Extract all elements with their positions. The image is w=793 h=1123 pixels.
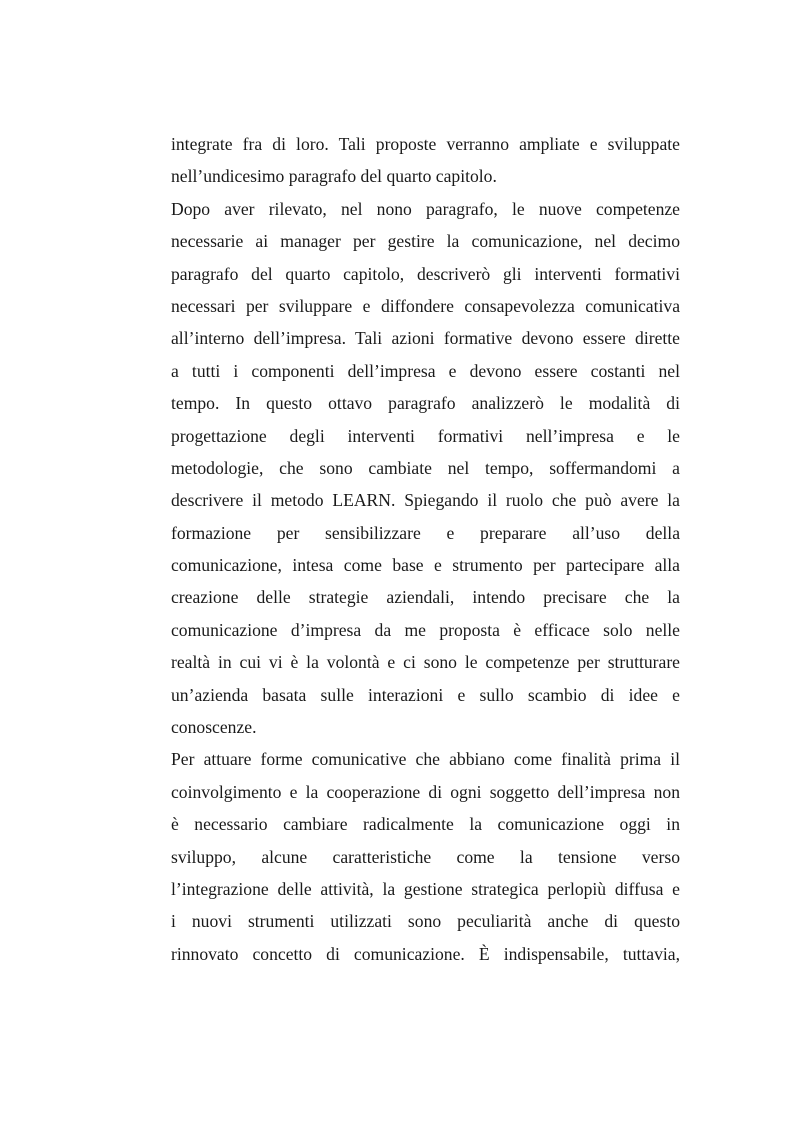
text-line: conoscenze. [171, 717, 257, 738]
text-line: nell’undicesimo paragrafo del quarto capitolo. [171, 166, 497, 187]
text-line: tempo. In questo ottavo paragrafo analizzerò le modalità di [171, 393, 680, 414]
body-text [171, 128, 680, 970]
text-line: Per attuare forme comunicative che abbiano come finalità prima il [171, 749, 680, 770]
text-line: creazione delle strategie aziendali, intendo precisare che la [171, 587, 680, 608]
text-line: progettazione degli interventi formativi nell’impresa e le [171, 425, 680, 446]
text-line: sviluppo, alcune caratteristiche come la tensione verso [171, 846, 680, 867]
text-line: coinvolgimento e la cooperazione di ogni soggetto dell’impresa non [171, 781, 680, 802]
text-line: metodologie, che sono cambiate nel tempo, soffermandomi a [171, 457, 680, 478]
text-line: Dopo aver rilevato, nel nono paragrafo, le nuove competenze [171, 198, 680, 219]
text-line: all’interno dell’impresa. Tali azioni formative devono essere dirette [171, 328, 680, 349]
text-line: a tutti i componenti dell’impresa e devono essere costanti nel [171, 360, 680, 381]
text-line: paragrafo del quarto capitolo, descriverò gli interventi formativi [171, 263, 680, 284]
text-line: formazione per sensibilizzare e preparare all’uso della [171, 522, 680, 543]
text-line: rinnovato concetto di comunicazione. È indispensabile, tuttavia, [171, 943, 680, 964]
text-line: è necessario cambiare radicalmente la comunicazione oggi in [171, 814, 680, 835]
text-line: realtà in cui vi è la volontà e ci sono le competenze per strutturare [171, 652, 680, 673]
text-line: necessari per sviluppare e diffondere consapevolezza comunicativa [171, 295, 680, 316]
text-line: i nuovi strumenti utilizzati sono peculiarità anche di questo [171, 911, 680, 932]
text-line: descrivere il metodo LEARN. Spiegando il ruolo che può avere la [171, 490, 680, 511]
text-line: l’integrazione delle attività, la gestione strategica perlopiù diffusa e [171, 878, 680, 899]
text-line: integrate fra di loro. Tali proposte verranno ampliate e sviluppate [171, 134, 680, 154]
text-line: comunicazione, intesa come base e strumento per partecipare alla [171, 555, 680, 576]
text-line: necessarie ai manager per gestire la comunicazione, nel decimo [171, 231, 680, 252]
text-line: comunicazione d’impresa da me proposta è efficace solo nelle [171, 619, 680, 640]
text-line: un’azienda basata sulle interazioni e sullo scambio di idee e [171, 684, 680, 705]
